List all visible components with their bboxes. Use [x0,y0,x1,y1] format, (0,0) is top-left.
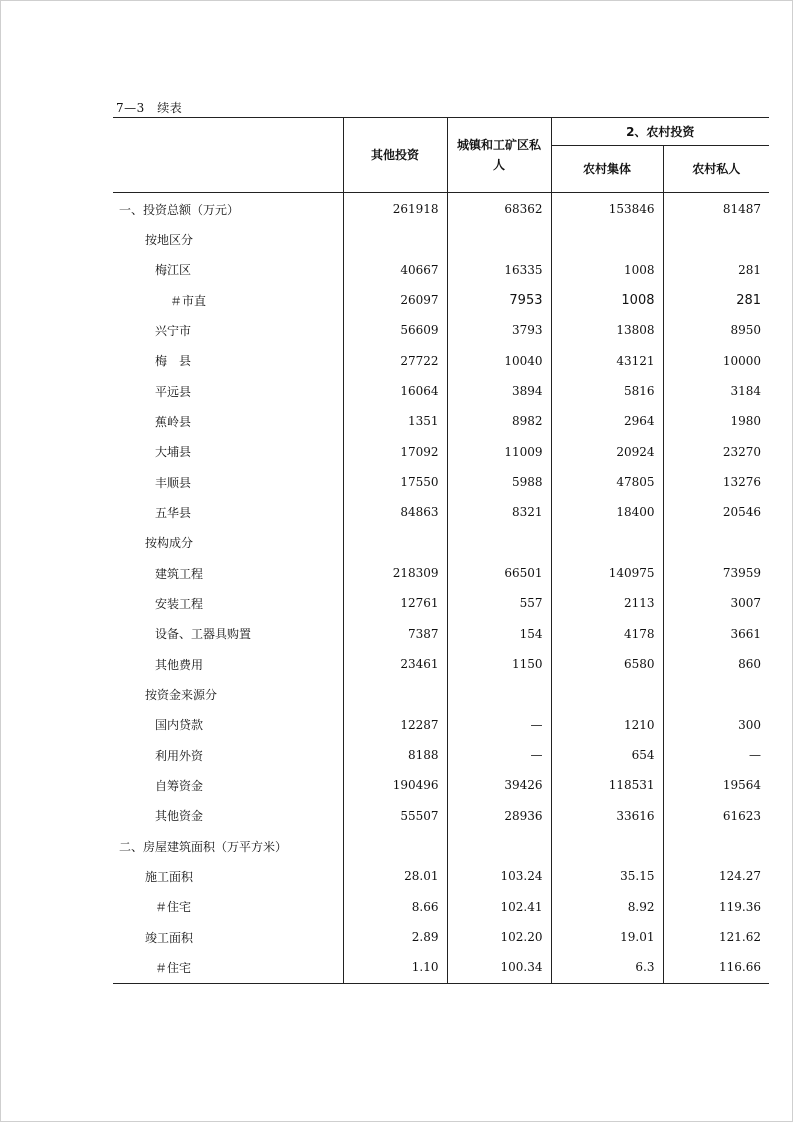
cell-other-investment: 218309 [343,558,447,588]
cell-rural-private: — [663,740,769,770]
cell-rural-collective: 43121 [551,346,663,376]
table-row [113,437,769,467]
table-row [113,740,769,770]
cell-rural-collective: 1008 [551,255,663,285]
investment-table [113,117,769,984]
cell-urban-private: 102.41 [447,892,551,922]
cell-urban-private: 102.20 [447,922,551,952]
cell-rural-collective: 20924 [551,437,663,467]
cell-rural-private: 3007 [663,588,769,618]
cell-rural-private: 20546 [663,497,769,527]
cell-other-investment [343,224,447,254]
cell-rural-private: 860 [663,649,769,679]
cell-rural-collective: 35.15 [551,861,663,891]
cell-rural-private: 23270 [663,437,769,467]
table-caption: 7—3 续表 [116,101,183,115]
table-row [113,619,769,649]
cell-rural-collective: 1210 [551,710,663,740]
table-row [113,224,769,254]
cell-rural-private: 10000 [663,346,769,376]
table-row [113,831,769,861]
row-label: 其他资金 [155,809,204,824]
table-row [113,255,769,285]
row-label: 竣工面积 [145,930,194,945]
cell-other-investment: 8188 [343,740,447,770]
cell-urban-private: — [447,710,551,740]
table-row [113,315,769,345]
cell-rural-private: 1980 [663,406,769,436]
cell-rural-private: 119.36 [663,892,769,922]
row-label: 平远县 [155,384,192,399]
cell-urban-private: 3793 [447,315,551,345]
cell-rural-private [663,679,769,709]
cell-urban-private: 3894 [447,376,551,406]
cell-rural-private: 61623 [663,801,769,831]
cell-rural-private: 13276 [663,467,769,497]
cell-urban-private: 8982 [447,406,551,436]
cell-rural-private: 8950 [663,315,769,345]
cell-urban-private: 8321 [447,497,551,527]
row-label: ＃住宅 [155,900,192,915]
cell-other-investment: 261918 [343,193,447,225]
row-label: 丰顺县 [155,475,192,490]
cell-other-investment: 26097 [343,285,447,315]
cell-rural-collective [551,224,663,254]
cell-rural-private: 281 [663,255,769,285]
row-label: ＃市直 [170,293,207,308]
cell-rural-private [663,224,769,254]
cell-other-investment: 1351 [343,406,447,436]
table-header [113,118,769,193]
cell-rural-collective: 47805 [551,467,663,497]
table-row [113,193,769,225]
header-rural-investment-group: 2、农村投资 [551,118,769,146]
cell-urban-private: 39426 [447,770,551,800]
table-row [113,558,769,588]
row-label: 二、房屋建筑面积（万平方米） [119,839,288,854]
row-label: 建筑工程 [155,566,204,581]
cell-rural-private: 19564 [663,770,769,800]
row-label: 按构成分 [145,536,194,551]
table-row [113,346,769,376]
row-label: 按资金来源分 [145,687,218,702]
cell-other-investment [343,679,447,709]
cell-urban-private: 100.34 [447,952,551,983]
cell-rural-collective: 654 [551,740,663,770]
table-row [113,649,769,679]
cell-rural-private [663,528,769,558]
cell-other-investment: 40667 [343,255,447,285]
cell-other-investment: 17550 [343,467,447,497]
table-row [113,467,769,497]
cell-rural-collective: 140975 [551,558,663,588]
cell-urban-private: 28936 [447,801,551,831]
cell-rural-collective: 5816 [551,376,663,406]
table-row [113,285,769,315]
row-label: 利用外资 [155,748,204,763]
table-row [113,406,769,436]
row-label: 安装工程 [155,596,204,611]
cell-rural-collective: 6.3 [551,952,663,983]
cell-other-investment [343,831,447,861]
cell-rural-collective: 118531 [551,770,663,800]
table-row [113,376,769,406]
row-label: 国内贷款 [155,718,204,733]
row-label: 五华县 [155,505,192,520]
cell-rural-collective [551,528,663,558]
cell-other-investment [343,528,447,558]
cell-rural-collective: 13808 [551,315,663,345]
row-label: 一、投资总额（万元） [119,202,240,217]
cell-urban-private: 5988 [447,467,551,497]
cell-urban-private [447,679,551,709]
row-label: 蕉岭县 [155,414,192,429]
header-rural-private: 农村私人 [663,146,769,193]
table-row [113,922,769,952]
header-rural-collective: 农村集体 [551,146,663,193]
table-row [113,801,769,831]
table-row [113,497,769,527]
row-label: 梅 县 [155,354,192,369]
cell-other-investment: 8.66 [343,892,447,922]
row-label: 施工面积 [145,869,194,884]
row-label: 设备、工器具购置 [155,627,252,642]
cell-other-investment: 190496 [343,770,447,800]
cell-rural-collective: 18400 [551,497,663,527]
table-row [113,710,769,740]
cell-rural-collective: 2113 [551,588,663,618]
header-other-investment: 其他投资 [343,118,447,193]
cell-rural-collective: 2964 [551,406,663,436]
cell-other-investment: 12761 [343,588,447,618]
table-row [113,770,769,800]
cell-rural-private: 73959 [663,558,769,588]
row-label: 兴宁市 [155,323,192,338]
cell-rural-collective: 1008 [551,285,663,315]
cell-urban-private: 154 [447,619,551,649]
cell-urban-private [447,831,551,861]
cell-urban-private: 103.24 [447,861,551,891]
cell-rural-private: 281 [663,285,769,315]
cell-urban-private: 11009 [447,437,551,467]
cell-rural-collective: 4178 [551,619,663,649]
cell-other-investment: 12287 [343,710,447,740]
cell-rural-collective [551,831,663,861]
table-row [113,528,769,558]
cell-urban-private: 1150 [447,649,551,679]
table-row [113,588,769,618]
cell-rural-private: 81487 [663,193,769,225]
cell-rural-private: 300 [663,710,769,740]
cell-other-investment: 23461 [343,649,447,679]
cell-rural-collective: 8.92 [551,892,663,922]
cell-rural-private [663,831,769,861]
cell-rural-collective: 153846 [551,193,663,225]
row-label: 按地区分 [145,232,194,247]
cell-other-investment: 16064 [343,376,447,406]
cell-other-investment: 17092 [343,437,447,467]
cell-rural-private: 116.66 [663,952,769,983]
cell-other-investment: 7387 [343,619,447,649]
row-label: ＃住宅 [113,952,343,983]
cell-other-investment: 1.10 [343,952,447,983]
cell-other-investment: 2.89 [343,922,447,952]
header-stub [113,118,343,193]
row-label: 其他费用 [155,657,204,672]
cell-other-investment: 56609 [343,315,447,345]
cell-urban-private: 7953 [447,285,551,315]
header-urban-private: 城镇和工矿区私人 [447,118,551,193]
table-row [113,679,769,709]
table-row [113,861,769,891]
row-label: 梅江区 [155,263,192,278]
cell-rural-collective: 19.01 [551,922,663,952]
cell-urban-private: 68362 [447,193,551,225]
cell-rural-private: 3184 [663,376,769,406]
cell-rural-collective: 33616 [551,801,663,831]
cell-rural-private: 121.62 [663,922,769,952]
cell-rural-collective [551,679,663,709]
table-row [113,952,769,983]
cell-urban-private: 557 [447,588,551,618]
row-label: 自筹资金 [155,778,204,793]
cell-urban-private: 16335 [447,255,551,285]
row-label: 大埔县 [155,445,192,460]
cell-rural-private: 124.27 [663,861,769,891]
cell-other-investment: 27722 [343,346,447,376]
cell-other-investment: 84863 [343,497,447,527]
cell-urban-private: — [447,740,551,770]
cell-rural-private: 3661 [663,619,769,649]
cell-urban-private: 66501 [447,558,551,588]
cell-urban-private: 10040 [447,346,551,376]
cell-other-investment: 55507 [343,801,447,831]
cell-rural-collective: 6580 [551,649,663,679]
cell-urban-private [447,528,551,558]
cell-other-investment: 28.01 [343,861,447,891]
cell-urban-private [447,224,551,254]
table-row [113,892,769,922]
